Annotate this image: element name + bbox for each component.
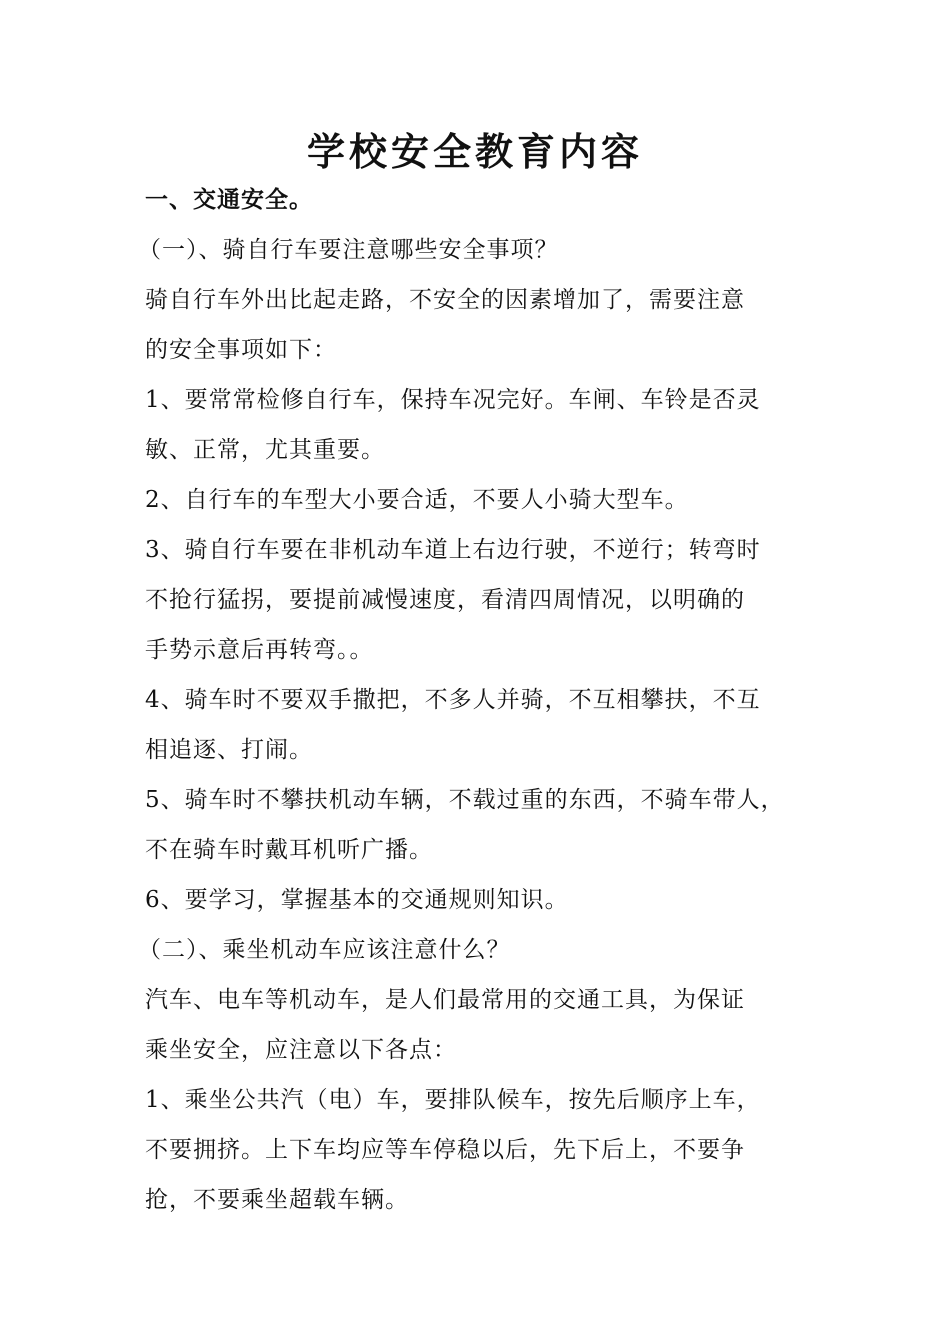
list-item-line: 6、要学习，掌握基本的交通规则知识。 [145, 887, 569, 913]
paragraph-line: 不要拥挤。上下车均应等车停稳以后，先下后上，不要争 [145, 1137, 745, 1163]
paragraph-line: 汽车、电车等机动车，是人们最常用的交通工具，为保证 [145, 987, 745, 1013]
paragraph-line: 相追逐、打闹。 [145, 737, 313, 763]
list-item-line: 4、骑车时不要双手撒把，不多人并骑，不互相攀扶，不互 [145, 687, 761, 713]
paragraph-line: 骑自行车外出比起走路，不安全的因素增加了，需要注意 [145, 287, 745, 313]
list-item-line: 2、自行车的车型大小要合适，不要人小骑大型车。 [145, 487, 689, 513]
list-item-line: 5、骑车时不攀扶机动车辆，不载过重的东西，不骑车带人， [145, 787, 785, 813]
subsection-heading-motor-vehicle: （二）、乘坐机动车应该注意什么？ [138, 937, 511, 963]
subsection-heading-bicycle: （一）、骑自行车要注意哪些安全事项？ [138, 237, 559, 263]
list-item-line: 1、乘坐公共汽（电）车，要排队候车，按先后顺序上车， [145, 1087, 761, 1113]
paragraph-line: 抢，不要乘坐超载车辆。 [145, 1187, 409, 1213]
paragraph-line: 的安全事项如下： [145, 337, 337, 363]
paragraph-line: 不抢行猛拐，要提前减慢速度，看清四周情况，以明确的 [145, 587, 745, 613]
list-item-line: 1、要常常检修自行车，保持车况完好。车闸、车铃是否灵 [145, 387, 761, 413]
paragraph-line: 乘坐安全，应注意以下各点： [145, 1037, 457, 1063]
section-heading-traffic-safety: 一、交通安全。 [145, 186, 313, 213]
paragraph-line: 敏、正常，尤其重要。 [145, 437, 385, 463]
document-title: 学校安全教育内容 [306, 129, 643, 174]
list-item-line: 3、骑自行车要在非机动车道上右边行驶，不逆行；转弯时 [145, 537, 761, 563]
paragraph-line: 手势示意后再转弯。。 [145, 637, 374, 663]
paragraph-line: 不在骑车时戴耳机听广播。 [145, 837, 433, 863]
